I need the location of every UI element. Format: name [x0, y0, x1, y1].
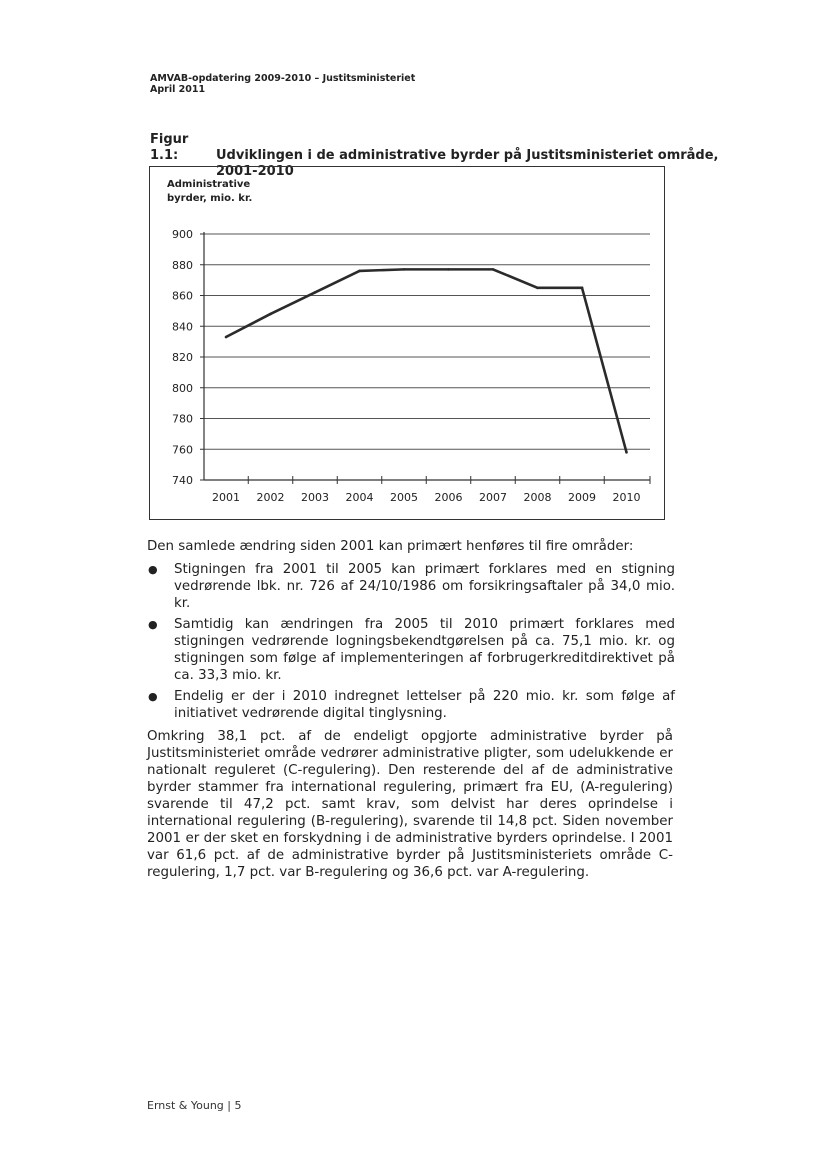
- bullet-marker: ●: [148, 563, 158, 576]
- header-line-2: April 2011: [150, 84, 206, 95]
- y-axis-label-line-2: byrder, mio. kr.: [167, 193, 253, 204]
- figure-title-line-1: Udviklingen i de administrative byrder på Justitsministeriet område,: [216, 148, 719, 163]
- x-tick-label: 2005: [390, 491, 418, 504]
- y-tick-label: 880: [172, 258, 193, 272]
- bullet-item: [147, 616, 675, 684]
- intro-text: Den samlede ændring siden 2001 kan primært henføres til fire områder:: [147, 539, 634, 554]
- line-chart: [150, 167, 664, 519]
- data-point: [625, 451, 628, 454]
- figure-title-line-2: 2001-2010: [216, 164, 294, 179]
- bullet-text: Stigningen fra 2001 til 2005 kan primært forklares med en stigning vedrørende lbk. nr. 726 af 24/10/1986 om forsikringsaftaler på 34,0 mio. kr.: [174, 562, 675, 611]
- x-tick-label: 2010: [612, 491, 641, 504]
- document-header: [150, 73, 415, 95]
- y-tick-label: 820: [172, 351, 193, 364]
- header-line-1: AMVAB-opdatering 2009-2010 – Justitsministeriet: [150, 73, 416, 84]
- bullet-text: Endelig er der i 2010 indregnet lettelser på 220 mio. kr. som følge af initiativet vedrørende digital tinglysning.: [174, 689, 675, 721]
- series-line: [226, 269, 627, 452]
- x-tick-label: 2008: [523, 491, 552, 504]
- bullet-marker: ●: [148, 618, 158, 631]
- bullet-item: [147, 561, 675, 612]
- y-tick-label: 740: [172, 474, 193, 487]
- x-tick-label: 2002: [256, 491, 285, 504]
- page-footer: Ernst & Young | 5: [147, 1099, 242, 1112]
- data-point: [403, 268, 406, 271]
- y-tick-label: 900: [172, 228, 193, 241]
- body-paragraph: Omkring 38,1 pct. af de endeligt opgjorte administrative byrder på Justitsministeriet område vedrører administrative pligter, som udelukkende er nationalt reguleret (C-regulering). Den resterende del af de administrative byrder stammer fra international regulering, primært fra EU, (A-regulering) svarende til 47,2 pct. samt krav, som delvist har deres oprindelse i international regulering (B-regulering), svarende til 14,8 pct. Siden november 2001 er der sket en forskydning i de administrative byrders oprindelse. I 2001 var 61,6 pct. af de administrative byrder på Justitsministeriets område C-regulering, 1,7 pct. var B-regulering og 36,6 pct. var A-regulering.: [147, 729, 673, 880]
- data-point: [536, 287, 539, 290]
- bullet-marker: ●: [148, 690, 158, 703]
- bullet-item: [147, 688, 675, 722]
- data-point: [225, 336, 228, 339]
- bullet-text: Samtidig kan ændringen fra 2005 til 2010 primært forklares med stigningen vedrørende logningsbekendtgørelsen på ca. 75,1 mio. kr. og stigningen som følge af implementeringen af forbrugerkreditdirektivet på ca. 33,3 mio. kr.: [174, 617, 675, 683]
- data-point: [314, 291, 317, 294]
- x-tick-label: 2009: [568, 491, 596, 504]
- y-tick-label: 840: [172, 320, 193, 334]
- y-tick-label: 760: [172, 443, 193, 457]
- y-axis-label-line-1: Administrative: [167, 179, 251, 190]
- x-tick-label: 2007: [479, 491, 507, 504]
- data-point: [447, 268, 450, 271]
- data-point: [581, 287, 584, 290]
- x-tick-label: 2006: [434, 491, 463, 504]
- y-tick-label: 780: [172, 412, 193, 426]
- x-tick-label: 2001: [212, 491, 240, 504]
- data-point: [358, 270, 361, 273]
- y-tick-label: 860: [172, 289, 193, 303]
- x-tick-label: 2003: [301, 491, 329, 504]
- x-tick-label: 2004: [345, 491, 374, 504]
- data-point: [269, 313, 272, 316]
- data-point: [492, 268, 495, 271]
- chart-frame: [149, 166, 665, 520]
- figure-number: Figur 1.1:: [150, 132, 189, 163]
- y-tick-label: 800: [172, 381, 193, 395]
- bullet-list: [147, 561, 675, 726]
